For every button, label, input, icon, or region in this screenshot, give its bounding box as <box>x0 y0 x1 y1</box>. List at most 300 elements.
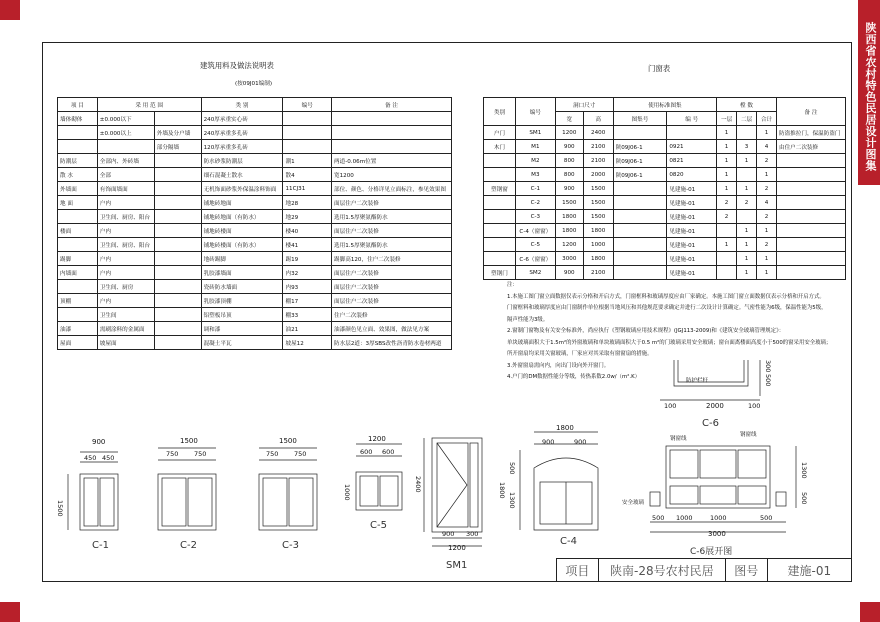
win-h: 1500 <box>583 182 613 196</box>
table-row <box>58 308 452 322</box>
mat-note: 面层住户二次装修 <box>332 196 452 210</box>
win-t: 2 <box>757 154 777 168</box>
mat-note: 面层住户二次装修 <box>332 266 452 280</box>
mat-sub <box>154 238 201 252</box>
win-code: C-6（窗窗） <box>515 252 555 266</box>
mat-range: 坡屋面 <box>97 336 154 350</box>
win-f2: 2 <box>737 196 757 210</box>
table-row <box>58 210 452 224</box>
windows-title: 门窗表 <box>648 64 671 73</box>
table-row <box>484 154 846 168</box>
mat-range: 户内 <box>97 224 154 238</box>
win-atlas <box>613 224 667 238</box>
win-remark: 防盗推拉门，保温防盗门 <box>776 126 845 140</box>
mat-note <box>332 112 452 126</box>
win-h: 2100 <box>583 266 613 280</box>
mat-range: 全部 <box>97 168 154 182</box>
c4-h2: 1300 <box>508 492 516 509</box>
mat-code: 散4 <box>283 168 332 182</box>
win-t: 1 <box>757 266 777 280</box>
mat-head-0: 项 目 <box>58 98 98 112</box>
mat-range: 卫生间、厨房 <box>97 280 154 294</box>
mat-type: 铺地砖地面 <box>201 196 283 210</box>
mat-range: 卫生间 <box>97 308 154 322</box>
win-category: 塑钢窗 <box>484 182 516 196</box>
win-code: M3 <box>515 168 555 182</box>
mat-range: 卫生间、厨房、阳台 <box>97 238 154 252</box>
table-row <box>58 336 452 350</box>
win-f2 <box>737 126 757 140</box>
win-remark <box>776 182 845 196</box>
win-w: 1800 <box>555 210 583 224</box>
win-category: 塑钢门 <box>484 266 516 280</box>
win-head-height: 高 <box>583 112 613 126</box>
mat-head-3: 编号 <box>283 98 332 112</box>
win-number: 见建施-01 <box>667 182 717 196</box>
mat-range: 全部内、外砖墙 <box>97 154 154 168</box>
win-atlas <box>613 238 667 252</box>
mat-code: 棚33 <box>283 308 332 322</box>
mat-code: 棚17 <box>283 294 332 308</box>
win-head-qty: 樘 数 <box>717 98 777 112</box>
mat-item <box>58 308 98 322</box>
materials-title: 建筑用料及做法说明表 <box>200 61 274 70</box>
mat-type: 铺地砖地面（有防水） <box>201 210 283 224</box>
mat-sub <box>154 154 201 168</box>
mat-item: 内墙面 <box>58 266 98 280</box>
c6e-label: C-6展开图 <box>690 547 733 557</box>
mat-sub <box>154 336 201 350</box>
win-h: 1000 <box>583 238 613 252</box>
mat-note: 两道-0.06m位置 <box>332 154 452 168</box>
win-category <box>484 224 516 238</box>
mat-item: 踢脚 <box>58 252 98 266</box>
win-remark <box>776 168 845 182</box>
win-head-atlas: 图集号 <box>613 112 667 126</box>
mat-item: 散 水 <box>58 168 98 182</box>
table-row <box>58 294 452 308</box>
mat-note: 部位、颜色、分格详见立面标注，参见效果图 <box>332 182 452 196</box>
win-w: 1500 <box>555 196 583 210</box>
corner-mark-bl <box>0 602 20 622</box>
win-head-code: 编号 <box>515 98 555 126</box>
mat-range: 户内 <box>97 266 154 280</box>
c6e-g1: 钢窗线 <box>670 436 687 442</box>
mat-range: 卫生间、厨房、阳台 <box>97 210 154 224</box>
win-category <box>484 210 516 224</box>
win-category <box>484 154 516 168</box>
win-code: M2 <box>515 154 555 168</box>
tb-key-number: 图号 <box>726 559 768 581</box>
win-h: 1800 <box>583 224 613 238</box>
mat-item <box>58 210 98 224</box>
mat-type: 无机饰面砂浆外保温涂料饰面 <box>201 182 283 196</box>
table-row <box>484 182 846 196</box>
table-row <box>484 238 846 252</box>
mat-range: 需刷涂料的金属面 <box>97 322 154 336</box>
mat-item <box>58 238 98 252</box>
win-head-ref: 使用标准图集 <box>613 98 717 112</box>
win-h: 2100 <box>583 140 613 154</box>
mat-head-1: 采 用 范 围 <box>97 98 201 112</box>
mat-sub <box>154 308 201 322</box>
win-code: C-1 <box>515 182 555 196</box>
win-number: 见建施-01 <box>667 266 717 280</box>
mat-code: 内93 <box>283 280 332 294</box>
mat-type: 铺地砖楼面 <box>201 224 283 238</box>
win-t: 2 <box>757 238 777 252</box>
mat-code: 潮1 <box>283 154 332 168</box>
c6-note: 防护栏杆 <box>686 378 709 384</box>
c2-d2: 750 <box>194 450 207 458</box>
mat-sub <box>154 112 201 126</box>
mat-note: 面层住户二次装修 <box>332 294 452 308</box>
win-remark <box>776 224 845 238</box>
mat-sub <box>154 224 201 238</box>
win-t: 2 <box>757 182 777 196</box>
c6e-safety: 安全玻璃 <box>622 500 645 506</box>
c6-label: C-6 <box>702 418 719 429</box>
note-line: 4.户门的DM数据性能分等级，传热系数2.0w/（m².K） <box>507 374 641 380</box>
mat-range <box>97 140 154 154</box>
win-atlas: 陕09J06-1 <box>613 140 667 154</box>
win-number: 0820 <box>667 168 717 182</box>
mat-sub <box>154 252 201 266</box>
mat-type: 乳胶漆墙面 <box>201 266 283 280</box>
mat-sub <box>154 196 201 210</box>
win-head-f2: 二层 <box>737 112 757 126</box>
table-row <box>58 238 452 252</box>
mat-code <box>283 140 332 154</box>
win-f1: 1 <box>717 126 737 140</box>
mat-sub <box>154 322 201 336</box>
win-h: 2100 <box>583 154 613 168</box>
win-f1: 1 <box>717 238 737 252</box>
win-category: 户门 <box>484 126 516 140</box>
note-line: 单块玻璃面积大于1.5m²的外窗玻璃和单块玻璃面积大于0.5 m²的门玻璃采用安全玻璃；窗台面离楼面高度小于500的窗采用安全玻璃； <box>507 339 832 346</box>
c1-width: 900 <box>92 438 106 446</box>
mat-note <box>332 126 452 140</box>
win-f1: 1 <box>717 140 737 154</box>
win-category <box>484 252 516 266</box>
mat-note: 面层住户二次装修 <box>332 280 452 294</box>
c3-d1: 750 <box>266 450 279 458</box>
sm1-width: 1200 <box>448 544 466 552</box>
c6e-d: 500 <box>760 514 773 522</box>
win-f2: 1 <box>737 182 757 196</box>
c1-height: 1500 <box>56 500 64 517</box>
title-block <box>556 558 852 582</box>
c5-d2: 600 <box>382 448 395 456</box>
mat-note: 选用1.5厚聚氨酯防水 <box>332 210 452 224</box>
mat-item: 防潮层 <box>58 154 98 168</box>
mat-code: 11CJ31 <box>283 182 332 196</box>
win-head-remark: 备 注 <box>776 98 845 126</box>
sidebar-title: 陕西省农村特色民居设计图集 <box>864 22 877 172</box>
win-remark <box>776 154 845 168</box>
c6e-g2: 钢窗线 <box>740 432 757 438</box>
win-h: 2000 <box>583 168 613 182</box>
win-t: 1 <box>757 168 777 182</box>
c6-width: 2000 <box>706 402 724 410</box>
win-f1 <box>717 224 737 238</box>
c5-label: C-5 <box>370 520 387 531</box>
c5-width: 1200 <box>368 435 386 443</box>
win-f2: 1 <box>737 154 757 168</box>
table-row <box>58 182 452 196</box>
win-head-size: 洞口尺寸 <box>555 98 613 112</box>
mat-item: 地 面 <box>58 196 98 210</box>
mat-sub <box>154 168 201 182</box>
windows-table <box>483 97 846 280</box>
notes-block <box>507 280 832 387</box>
table-row <box>484 210 846 224</box>
sm1-label: SM1 <box>446 560 468 571</box>
win-number: 见建施-01 <box>667 252 717 266</box>
mat-note: 宽1200 <box>332 168 452 182</box>
c6-h1: 500 <box>764 374 772 387</box>
sm1-d2: 300 <box>466 530 479 538</box>
mat-code: 踢19 <box>283 252 332 266</box>
c3-width: 1500 <box>279 437 297 445</box>
c4-d2: 900 <box>574 438 587 446</box>
mat-sub <box>154 182 201 196</box>
mat-sub <box>154 294 201 308</box>
mat-note: 踢脚高120，住户二次装修 <box>332 252 452 266</box>
mat-code: 地28 <box>283 196 332 210</box>
win-f2: 1 <box>737 238 757 252</box>
win-f2: 1 <box>737 252 757 266</box>
table-row <box>58 154 452 168</box>
mat-code: 内32 <box>283 266 332 280</box>
mat-item: 顶棚 <box>58 294 98 308</box>
win-code: C-3 <box>515 210 555 224</box>
win-f1 <box>717 252 737 266</box>
win-f1: 2 <box>717 210 737 224</box>
mat-code <box>283 112 332 126</box>
mat-sub <box>154 266 201 280</box>
c3-d2: 750 <box>294 450 307 458</box>
table-row <box>484 168 846 182</box>
win-atlas <box>613 252 667 266</box>
c6e-total: 3000 <box>708 530 726 538</box>
mat-note <box>332 140 452 154</box>
mat-item: 油漆 <box>58 322 98 336</box>
table-row <box>58 280 452 294</box>
c6-right: 100 <box>748 402 761 410</box>
win-head-number: 编 号 <box>667 112 717 126</box>
win-w: 800 <box>555 154 583 168</box>
note-line: 注： <box>507 282 518 288</box>
mat-item: 屋面 <box>58 336 98 350</box>
c4-width: 1800 <box>556 424 574 432</box>
mat-note: 油漆颜色见立面、效果图，做法见方案 <box>332 322 452 336</box>
win-h: 2400 <box>583 126 613 140</box>
mat-sub: 部分隔墙 <box>154 140 201 154</box>
mat-code: 油21 <box>283 322 332 336</box>
win-f1: 2 <box>717 196 737 210</box>
mat-note: 防水层2道：3厚SBS改性沥青防水卷材两道 <box>332 336 452 350</box>
win-category <box>484 196 516 210</box>
table-row <box>58 196 452 210</box>
mat-type: 防水砂浆防潮层 <box>201 154 283 168</box>
win-f1: 1 <box>717 154 737 168</box>
mat-item <box>58 280 98 294</box>
win-head-width: 宽 <box>555 112 583 126</box>
c5-height: 1000 <box>343 484 351 501</box>
win-t: 1 <box>757 224 777 238</box>
win-head-category: 类别 <box>484 98 516 126</box>
win-f1: 1 <box>717 182 737 196</box>
win-number: 见建施-01 <box>667 210 717 224</box>
win-category <box>484 168 516 182</box>
note-line: 所开窗扇均采用关窗玻璃，厂家应对其采取有窗窗扇的措施。 <box>507 351 653 357</box>
win-f2: 1 <box>737 224 757 238</box>
table-row <box>484 224 846 238</box>
mat-note: 住户二次装修 <box>332 308 452 322</box>
win-category: 木门 <box>484 140 516 154</box>
win-number: 0921 <box>667 140 717 154</box>
mat-item: 墙体砌体 <box>58 112 98 126</box>
win-f1: 1 <box>717 168 737 182</box>
win-t: 4 <box>757 140 777 154</box>
win-h: 1500 <box>583 196 613 210</box>
c1-label: C-1 <box>92 540 109 551</box>
mat-item: 楼面 <box>58 224 98 238</box>
mat-item <box>58 140 98 154</box>
table-row <box>484 266 846 280</box>
win-w: 1200 <box>555 126 583 140</box>
mat-sub: 外墙及分户墙 <box>154 126 201 140</box>
mat-range: 户内 <box>97 196 154 210</box>
c3-label: C-3 <box>282 540 299 551</box>
win-code: SM2 <box>515 266 555 280</box>
c5-d1: 600 <box>360 448 373 456</box>
win-code: C-2 <box>515 196 555 210</box>
mat-range: ±0.000以上 <box>97 126 154 140</box>
c4-height: 1800 <box>498 482 506 499</box>
win-atlas <box>613 266 667 280</box>
table-row <box>484 196 846 210</box>
mat-item <box>58 126 98 140</box>
table-row <box>58 168 452 182</box>
win-atlas <box>613 210 667 224</box>
win-atlas <box>613 196 667 210</box>
win-t: 2 <box>757 210 777 224</box>
c1-d2: 450 <box>102 454 115 462</box>
tb-number: 建施-01 <box>787 563 832 578</box>
win-f2 <box>737 210 757 224</box>
win-w: 900 <box>555 140 583 154</box>
table-row <box>58 112 452 126</box>
mat-type: 地砖踢脚 <box>201 252 283 266</box>
win-h: 1500 <box>583 210 613 224</box>
win-atlas <box>613 182 667 196</box>
c4-label: C-4 <box>560 536 577 547</box>
mat-range: 有饰面墙面 <box>97 182 154 196</box>
table-row <box>58 322 452 336</box>
mat-code: 楼40 <box>283 224 332 238</box>
c2-width: 1500 <box>180 437 198 445</box>
mat-note: 面层住户二次装修 <box>332 224 452 238</box>
win-number: 见建施-01 <box>667 224 717 238</box>
win-number: 见建施-01 <box>667 238 717 252</box>
win-w: 1200 <box>555 238 583 252</box>
win-code: C-5 <box>515 238 555 252</box>
c2-d1: 750 <box>166 450 179 458</box>
mat-note: 选用1.5厚聚氨酯防水 <box>332 238 452 252</box>
mat-item: 外墙面 <box>58 182 98 196</box>
mat-code: 楼41 <box>283 238 332 252</box>
mat-type: 120厚承重多孔砖 <box>201 140 283 154</box>
mat-type: 铝塑板吊顶 <box>201 308 283 322</box>
win-number: 见建施-01 <box>667 196 717 210</box>
tb-project: 陕南-28号农村民居 <box>599 559 726 581</box>
mat-type: 240厚承重实心砖 <box>201 112 283 126</box>
mat-range: ±0.000以下 <box>97 112 154 126</box>
note-line: 门窗框料和玻璃厚度应由门窗制作单位根据当地风压和其他规范要求确定并进行二次设计计算确定。气密性能为6级，保温性能为5级， <box>507 305 827 311</box>
c6-h2: 300 <box>764 360 772 373</box>
table-row <box>484 252 846 266</box>
note-line: 隔声性能为3级。 <box>507 316 549 323</box>
mat-code: 坡屋12 <box>283 336 332 350</box>
table-row <box>58 224 452 238</box>
win-remark <box>776 196 845 210</box>
win-remark <box>776 252 845 266</box>
win-atlas: 陕09J06-1 <box>613 168 667 182</box>
win-w: 900 <box>555 266 583 280</box>
table-row <box>484 140 846 154</box>
win-h: 1800 <box>583 252 613 266</box>
corner-mark-tl <box>0 0 20 20</box>
win-w: 3000 <box>555 252 583 266</box>
mat-range: 户内 <box>97 294 154 308</box>
c6e-b: 1000 <box>676 514 693 522</box>
win-t: 4 <box>757 196 777 210</box>
win-f2: 1 <box>737 266 757 280</box>
c6e-a: 500 <box>652 514 665 522</box>
win-head-total: 合计 <box>757 112 777 126</box>
mat-type: 调和漆 <box>201 322 283 336</box>
mat-type: 乳胶漆顶棚 <box>201 294 283 308</box>
win-w: 800 <box>555 168 583 182</box>
mat-type: 瓷砖防水墙面 <box>201 280 283 294</box>
note-line: 1.本施工图门窗立面数据仅表示分格和开启方式，门窗框料和玻璃厚度应由厂家确定。本施工图门窗立面数据仅表示分格和开启方式。 <box>507 293 825 300</box>
note-line: 2.窗制门窗物及有关安全标准外，尚应执行《塑钢玻璃应用技术规程》(JGJ113-2009)和《建筑安全玻璃管理规定》： <box>507 328 785 334</box>
win-atlas: 陕09J06-1 <box>613 154 667 168</box>
win-t: 1 <box>757 252 777 266</box>
mat-type: 混凝土平瓦 <box>201 336 283 350</box>
c6e-c: 1000 <box>710 514 727 522</box>
table-row <box>58 126 452 140</box>
tb-key-project: 项目 <box>557 559 599 581</box>
win-category <box>484 238 516 252</box>
sm1-height: 2400 <box>414 476 422 493</box>
c2-label: C-2 <box>180 540 197 551</box>
mat-type: 细石混凝土散水 <box>201 168 283 182</box>
c4-h1: 500 <box>508 462 516 475</box>
c1-d1: 450 <box>84 454 97 462</box>
materials-table <box>57 97 452 350</box>
table-row <box>58 140 452 154</box>
c6e-h1: 500 <box>800 492 808 505</box>
sm1-d1: 900 <box>442 530 455 538</box>
c6e-h2: 1300 <box>800 462 808 479</box>
win-f2: 3 <box>737 140 757 154</box>
win-atlas <box>613 126 667 140</box>
win-number: 0821 <box>667 154 717 168</box>
mat-sub <box>154 280 201 294</box>
